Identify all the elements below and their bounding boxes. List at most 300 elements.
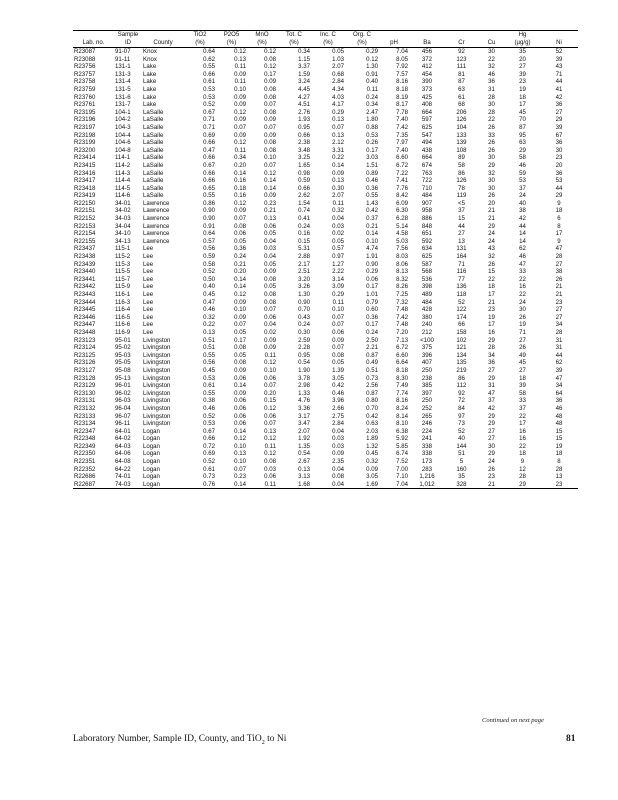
table-cell: 64-08 [115,458,131,466]
table-cell: 0.13 [332,116,344,124]
table-row [73,147,578,155]
table-cell: 0.46 [203,306,215,314]
table-cell: 0.12 [234,291,246,298]
table-cell: R23130 [74,389,96,397]
table-cell: 0.09 [234,313,246,321]
table-cell: 0.20 [234,161,246,169]
table-cell: 45 [519,108,526,116]
table-cell: 14 [519,237,526,245]
table-row [73,413,578,421]
table-cell: 74-01 [115,473,131,481]
table-cell: 0.64 [203,48,215,55]
table-cell: 0.11 [332,199,344,207]
table-cell: 0.98 [298,169,310,177]
table-cell: 2.56 [366,382,378,390]
table-cell: 58 [458,161,465,169]
table-cell: 18 [488,283,495,291]
table-cell: 0.08 [264,55,276,63]
table-cell: 41 [555,85,563,93]
table-cell: 408 [421,101,433,109]
caption-text: Laboratory Number, Sample ID, County, and TiO [73,734,262,744]
table-cell: 48 [555,420,563,428]
table-cell: 0.29 [366,268,378,276]
table-cell: 59 [519,169,526,177]
table-cell: 0.66 [203,177,215,185]
table-cell: 22 [488,116,495,124]
table-row [73,276,578,284]
table-cell: 634 [421,245,433,253]
table-cell: LaSalle [143,177,164,185]
table-cell: 16 [519,283,526,291]
table-cell: 116-5 [115,313,131,321]
table-cell: 0.56 [203,359,215,367]
table-cell: 17 [488,291,495,298]
table-cell: 24 [488,237,495,245]
table-cell: 0.13 [234,55,246,63]
table-cell: 0.08 [264,146,276,154]
table-cell: 0.09 [234,131,246,139]
table-cell: 0.90 [298,298,310,306]
table-cell: 0.53 [203,420,215,428]
table-cell: 58 [519,389,526,397]
table-cell: 1.32 [366,442,378,450]
table-row [73,86,578,94]
table-cell: 115-9 [115,283,131,291]
table-cell: 8.18 [396,85,408,93]
table-cell: 14 [519,230,526,238]
table-cell: R22350 [74,450,96,458]
table-cell: 6 [557,215,561,223]
table-cell: 0.05 [264,260,276,268]
table-cell: 0.66 [298,131,310,139]
table-cell: 0.61 [203,382,215,390]
table-cell: R23443 [74,291,96,298]
table-cell: 0.07 [332,123,344,131]
table-cell: 710 [421,184,433,192]
table-cell: 0.09 [366,465,378,473]
table-header [73,31,578,48]
table-cell: 0.34 [366,101,378,109]
table-cell: 21 [488,215,495,223]
table-cell: 0.06 [366,275,378,283]
table-cell: 34-04 [115,222,131,230]
table-cell: 0.09 [264,344,276,352]
table-cell: 96-01 [115,382,131,390]
table-cell: 0.06 [234,420,246,428]
table-cell: 26 [519,313,526,321]
table-cell: 35 [458,473,465,481]
table-cell: 0.87 [366,389,378,397]
table-cell: 71 [519,328,526,336]
table-cell: 31 [555,336,563,344]
table-cell: 131-3 [115,70,131,78]
column-header [379,31,409,40]
table-cell: Logan [142,481,184,489]
table-cell: 19 [488,313,495,321]
column-header [445,31,478,40]
table-cell: 206 [456,108,467,116]
table-cell: 28 [555,328,563,336]
column-header: Hg [505,31,540,40]
table-cell: 0.66 [203,70,215,78]
table-cell: 625 [421,253,433,261]
table-cell: 0.73 [366,374,378,382]
table-cell: Livingston [143,389,171,397]
table-cell: 0.12 [234,435,246,443]
table-cell: 2.21 [366,344,378,352]
table-row [73,63,578,71]
column-header: (%) [184,39,216,48]
table-cell: 0.46 [203,404,215,412]
table-cell: R23419 [74,192,96,200]
table-cell: 29 [555,192,563,200]
table-cell: 6.60 [396,351,408,359]
table-cell: 224 [421,427,433,435]
table-row [73,109,578,117]
table-cell: 114-1 [115,154,131,162]
table-cell: 0.08 [332,351,344,359]
table-cell: 1.35 [298,442,310,450]
table-row [73,375,578,383]
table-cell: 0.14 [234,427,246,435]
table-cell: 39 [519,382,526,390]
table-cell: 0.42 [366,412,378,420]
table-cell: 47 [555,245,563,253]
table-cell: 102 [456,336,467,344]
table-cell: 2.67 [298,458,310,466]
table-cell: LaSalle [143,169,164,177]
table-cell: R23439 [74,260,96,268]
table-cell: 0.76 [184,481,216,489]
table-cell: 0.67 [203,108,215,116]
table-cell: 37 [519,184,526,192]
table-cell: Livingston [143,412,171,420]
table-cell: R22352 [74,465,96,473]
table-cell: 112 [456,382,467,390]
page-number: 81 [566,734,576,744]
caption-text-end: to Ni [264,734,287,744]
table-cell: 29 [488,374,495,382]
table-cell: 1.51 [366,161,378,169]
table-cell: 9 [520,458,525,466]
table-cell: 0.14 [216,481,247,489]
table-row [73,458,578,466]
table-row [73,101,578,109]
table-cell: 22 [488,55,495,63]
table-cell: 0.53 [203,85,215,93]
table-cell: 568 [421,268,433,276]
table-cell: R23125 [74,351,96,359]
table-cell: 16 [488,328,495,336]
table-cell: 3.05 [332,374,344,382]
table-cell: 0.29 [332,108,344,116]
table-cell: 62 [519,245,526,253]
table-cell: 48 [555,412,563,420]
table-cell: 52 [458,427,465,435]
table-row [73,352,578,360]
table-cell: 64-02 [115,435,131,443]
table-cell: 136 [456,283,467,291]
table-cell: 96-03 [115,397,131,405]
table-cell: 328 [445,481,478,489]
table-cell: 2.75 [332,412,344,420]
table-cell: 7.48 [396,306,408,314]
table-cell: 104-6 [115,139,131,147]
table-cell: 27 [555,306,563,314]
column-header: (%) [247,39,277,48]
table-cell: 30 [488,48,495,55]
table-cell: 0.26 [366,139,378,147]
table-cell: 6.09 [396,199,408,207]
table-cell: 397 [421,389,433,397]
table-row [73,261,578,269]
table-cell: 484 [421,192,433,200]
table-cell: 23 [488,473,495,481]
table-cell: 7.04 [379,481,409,489]
table-row [73,116,578,124]
table-cell: 46 [519,253,526,261]
table-cell: 0.07 [332,344,344,352]
table-cell: 7.20 [396,328,408,336]
table-cell: 116-3 [115,298,131,306]
table-cell: 0.97 [332,253,344,261]
table-cell: 47 [555,374,563,382]
table-row [73,215,578,223]
table-cell: 32 [488,63,495,71]
table-cell: 375 [421,344,433,352]
table-cell: 26 [555,275,563,283]
table-cell: 907 [421,199,433,207]
table-cell: 64 [555,389,563,397]
table-cell: R23445 [74,306,96,314]
table-cell: R23197 [74,123,96,131]
table-cell: Lee [143,268,154,276]
table-cell: 398 [421,283,433,291]
table-cell: 40 [519,199,526,207]
table-cell: 86 [458,169,465,177]
table-cell: 0.14 [332,161,344,169]
table-cell: 0.47 [203,146,215,154]
table-cell: 34-13 [115,237,131,245]
table-cell: 34-02 [115,207,131,215]
table-cell: 1.01 [366,291,378,298]
table-cell: R23441 [74,275,96,283]
table-cell: 0.17 [264,70,276,78]
table-row [73,192,578,200]
table-cell: 240 [421,321,433,329]
table-cell: 3.37 [298,63,310,71]
table-cell: 0.09 [234,116,246,124]
table-row [73,207,578,215]
table-cell: 43 [555,63,563,71]
table-cell: 64-06 [115,450,131,458]
table-cell: 2.50 [366,336,378,344]
table-row [73,428,578,436]
table-cell: LaSalle [143,154,164,162]
table-cell: 664 [421,154,433,162]
table-cell: LaSalle [143,184,164,192]
table-cell: 2.62 [298,192,310,200]
table-cell: 0.09 [234,70,246,78]
table-cell: 7.40 [396,116,408,124]
table-cell: 4.51 [298,101,310,109]
table-cell: 7.41 [396,177,408,185]
table-cell: 70 [519,116,526,124]
table-cell: 2.07 [298,427,310,435]
table-cell: 1.68 [277,481,311,489]
table-cell: 33 [488,131,495,139]
table-cell: 1.39 [332,366,344,374]
table-cell: 0.07 [264,161,276,169]
table-cell: 44 [555,78,563,86]
table-cell: 0.70 [298,306,310,314]
table-cell: 22 [519,442,526,450]
table-row [73,162,578,170]
table-cell: 489 [421,291,433,298]
table-cell: 0.05 [264,283,276,291]
table-cell: 5.92 [396,435,408,443]
table-cell: 0.06 [234,404,246,412]
table-cell: 39 [555,123,563,131]
table-cell: 0.56 [203,245,215,253]
table-cell: 34-10 [115,230,131,238]
table-cell: 28 [555,253,563,261]
table-row [73,185,578,193]
table-cell: 5.14 [396,222,408,230]
table-cell: 7.74 [396,389,408,397]
table-cell: 385 [421,382,433,390]
table-cell: 0.09 [264,78,276,86]
table-cell: 115-5 [115,268,131,276]
table-cell: 16 [519,427,526,435]
table-cell: 3.25 [298,154,310,162]
table-cell: 0.74 [298,207,310,215]
table-cell: 30 [488,154,495,162]
table-cell: R22349 [74,442,96,450]
table-cell: 484 [421,298,433,306]
table-cell: 0.08 [264,108,276,116]
table-cell: 64-01 [115,427,131,435]
table-cell: 174 [456,313,467,321]
table-cell: 2.28 [298,344,310,352]
table-cell: 0.24 [298,222,310,230]
table-cell: 587 [421,260,433,268]
table-cell: 104-1 [115,108,131,116]
table-cell: 0.16 [234,192,246,200]
table-cell: Livingston [143,344,171,352]
table-cell: R22687 [73,481,114,489]
table-cell: 0.40 [203,283,215,291]
table-cell: 39 [519,70,526,78]
table-cell: 74-03 [114,481,142,489]
table-cell: 3.48 [298,146,310,154]
table-cell: 1.27 [332,260,344,268]
table-row [73,94,578,102]
table-row [73,238,578,246]
table-cell: 126 [456,116,467,124]
table-cell: 0.10 [264,366,276,374]
table-cell: 8.19 [396,93,408,101]
table-cell: Lake [143,101,157,109]
table-cell: 0.51 [366,366,378,374]
table-cell: 0.51 [203,344,215,352]
table-cell: Livingston [143,420,171,428]
table-cell: 7.22 [396,169,408,177]
table-row [73,56,578,64]
table-cell: 0.07 [234,321,246,329]
table-cell: LaSalle [143,116,164,124]
table-cell: 8.03 [396,253,408,261]
table-cell: R23131 [74,397,96,405]
table-cell: 4.27 [298,93,310,101]
table-cell: 3.17 [298,412,310,420]
table-cell: 0.32 [203,313,215,321]
table-cell: Logan [143,442,160,450]
table-cell: 0.10 [234,85,246,93]
table-cell: 31 [555,344,563,352]
table-cell: 0.55 [203,389,215,397]
table-cell: 0.69 [203,131,215,139]
table-cell: 0.04 [264,253,276,261]
table-cell: 1.54 [298,199,310,207]
table-cell: 0.36 [234,245,246,253]
table-row [73,154,578,162]
table-cell: 1.65 [298,161,310,169]
table-cell: 0.09 [234,389,246,397]
table-cell: 53 [555,177,563,185]
table-cell: 52 [555,48,563,55]
table-cell: 592 [421,237,433,245]
table-row [73,321,578,329]
table-cell: 0.66 [203,139,215,147]
table-cell: 494 [421,139,433,147]
table-cell: 30 [488,101,495,109]
table-cell: Lee [143,245,154,253]
table-cell: 0.37 [366,215,378,223]
table-cell: 6.74 [396,450,408,458]
table-cell: 0.79 [366,298,378,306]
table-cell: 0.12 [264,63,276,71]
table-cell: 7.04 [396,48,408,55]
table-row [73,253,578,261]
table-cell: 2.59 [298,336,310,344]
table-cell: 39 [555,55,563,63]
table-cell: 26 [519,344,526,352]
table-cell: 0.14 [234,275,246,283]
table-cell: 92 [458,389,465,397]
table-cell: 0.71 [203,116,215,124]
table-cell: 139 [456,139,467,147]
table-cell: 26 [488,139,495,147]
table-cell: 27 [458,230,465,238]
table-cell: 886 [421,215,433,223]
table-cell: 407 [421,359,433,367]
table-cell: 0.07 [234,123,246,131]
table-cell: Lake [143,85,157,93]
table-cell: 131 [456,245,467,253]
table-cell: 0.22 [203,321,215,329]
table-cell: 250 [421,397,433,405]
table-cell: 37 [519,404,526,412]
table-cell: 27 [519,63,526,71]
table-cell: 21 [555,291,563,298]
table-cell: 104-2 [115,116,131,124]
table-cell: 28 [519,473,526,481]
table-cell: 0.51 [203,336,215,344]
table-cell: 8.30 [396,374,408,382]
table-cell: 7.00 [396,465,408,473]
column-header: Sample [114,31,142,40]
